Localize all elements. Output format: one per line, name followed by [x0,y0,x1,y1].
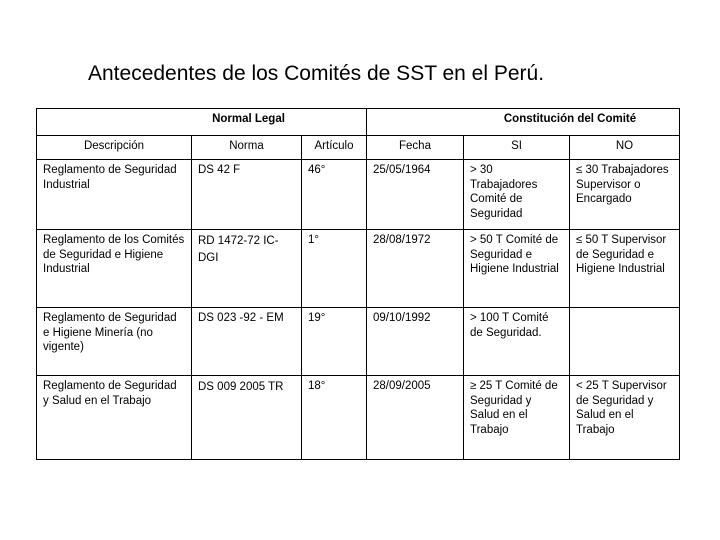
table-row [37,376,680,460]
cell-norma: DS 023 -92 - EM [192,308,302,376]
group-header-normal-legal: Normal Legal [37,109,367,136]
cell-no: < 25 T Supervisor de Seguridad y Salud en el Trabajo [570,376,680,460]
cell-si: > 30 Trabajadores Comité de Seguridad [464,160,570,230]
cell-descripcion: Reglamento de Seguridad Industrial [37,160,192,230]
cell-fecha: 09/10/1992 [367,308,464,376]
column-header-no: NO [570,136,680,160]
column-header-norma: Norma [192,136,302,160]
cell-fecha: 25/05/1964 [367,160,464,230]
cell-no: ≤ 30 Trabajadores Supervisor o Encargado [570,160,680,230]
cell-descripcion: Reglamento de Seguridad y Salud en el Trabajo [37,376,192,460]
cell-fecha: 28/08/1972 [367,230,464,308]
cell-no: ≤ 50 T Supervisor de Seguridad e Higiene Industrial [570,230,680,308]
committees-table [36,108,680,460]
column-header-fecha: Fecha [367,136,464,160]
cell-descripcion: Reglamento de Seguridad e Higiene Minería (no vigente) [37,308,192,376]
cell-si: ≥ 25 T Comité de Seguridad y Salud en el Trabajo [464,376,570,460]
cell-articulo: 1° [302,230,367,308]
column-header-descripcion: Descripción [37,136,192,160]
column-header-articulo: Artículo [302,136,367,160]
cell-norma: RD 1472-72 IC- DGI [192,230,302,308]
cell-descripcion: Reglamento de los Comités de Seguridad e Higiene Industrial [37,230,192,308]
cell-articulo: 46° [302,160,367,230]
cell-articulo: 18° [302,376,367,460]
cell-no [570,308,680,376]
cell-fecha: 28/09/2005 [367,376,464,460]
cell-norma: DS 42 F [192,160,302,230]
table-row [37,230,680,308]
table-row [37,308,680,376]
column-header-si: SI [464,136,570,160]
table-row [37,160,680,230]
group-header-constitucion: Constitución del Comité [367,109,680,136]
cell-si: > 50 T Comité de Seguridad e Higiene Industrial [464,230,570,308]
cell-articulo: 19° [302,308,367,376]
cell-norma: DS 009 2005 TR [192,376,302,460]
cell-si: > 100 T Comité de Seguridad. [464,308,570,376]
page-title: Antecedentes de los Comités de SST en el Perú. [88,62,545,85]
